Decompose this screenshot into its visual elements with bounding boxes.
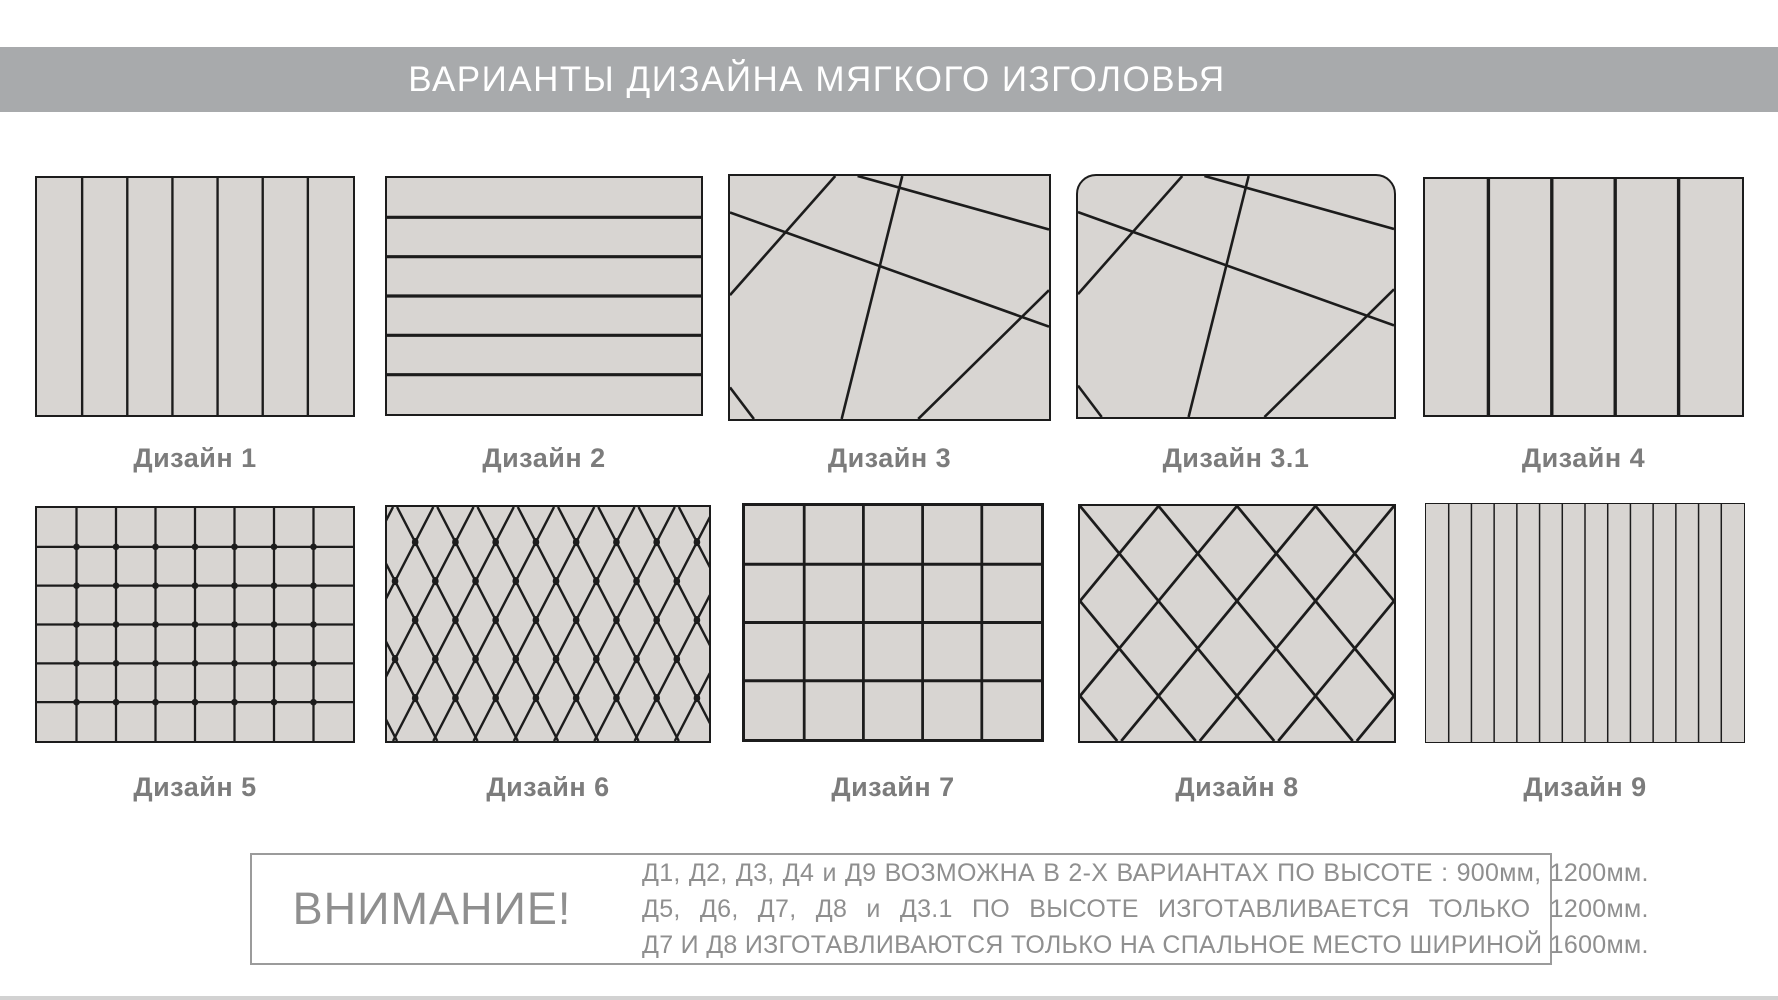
notice-heading: ВНИМАНИЕ! [292,883,572,934]
design-swatch-2 [385,176,703,416]
header-band [0,47,1778,112]
design-label: Дизайн 5 [133,772,257,802]
design-label: Дизайн 3 [827,443,952,473]
notice-line: Д5, Д6, Д7, Д8 и Д3.1 ПО ВЫСОТЕ ИЗГОТАВЛИВАЕТСЯ ТОЛЬКО 1200мм. [642,895,1649,923]
design-label: Дизайн 8 [1175,772,1299,802]
design-label: Дизайн 1 [133,443,257,473]
design-label: Дизайн 4 [1521,443,1646,473]
design-swatch-3 [728,174,1051,421]
design-swatch-3-1 [1076,174,1396,419]
notice-text-block [642,855,1649,963]
page-title: ВАРИАНТЫ ДИЗАЙНА МЯГКОГО ИЗГОЛОВЬЯ [408,59,1226,99]
design-label: Дизайн 3.1 [1162,443,1310,473]
design-label: Дизайн 6 [486,772,610,802]
notice-line: Д1, Д2, Д3, Д4 и Д9 ВОЗМОЖНА В 2-Х ВАРИАНТАХ ПО ВЫСОТЕ : 900мм, 1200мм. [642,859,1649,887]
design-swatch-1 [35,176,355,417]
design-swatch-9 [1425,503,1745,743]
design-label: Дизайн 7 [831,772,955,802]
notice-box [250,853,1649,965]
design-swatch-5 [35,506,355,743]
page-bottom-edge [0,996,1778,1000]
design-swatch-4 [1423,177,1744,417]
design-label: Дизайн 2 [482,443,606,473]
design-swatch-7 [742,503,1044,742]
design-label: Дизайн 9 [1523,772,1647,802]
notice-line: Д7 И Д8 ИЗГОТАВЛИВАЮТСЯ ТОЛЬКО НА СПАЛЬНОЕ МЕСТО ШИРИНОЙ 1600мм. [642,931,1649,959]
design-swatch-8 [1078,504,1396,743]
design-swatch-6 [385,505,711,743]
